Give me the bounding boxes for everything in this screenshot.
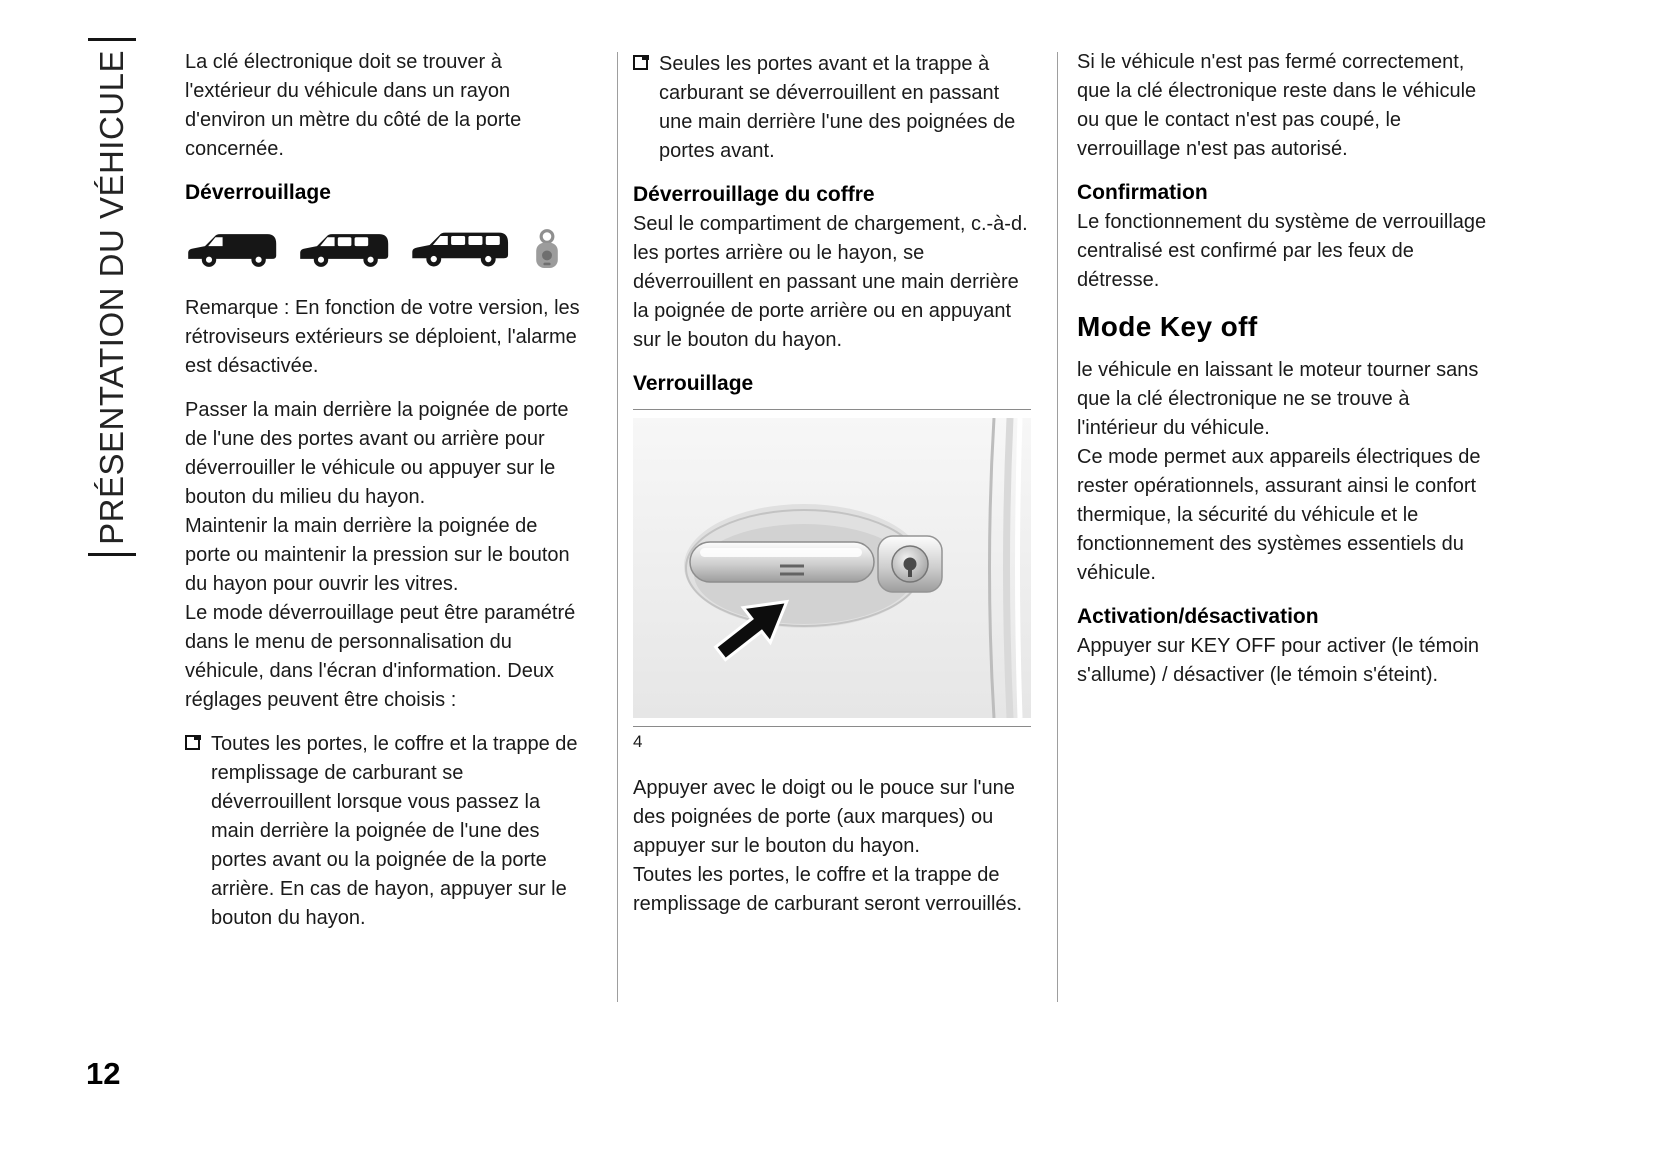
paragraph-confirmation: Le fonctionnement du système de verrouillage centralisé est confirmé par les feux de détresse. xyxy=(1077,211,1487,291)
bullet-item-unlock-front xyxy=(633,50,1031,166)
heading-deverrouillage: Déverrouillage xyxy=(185,181,331,204)
door-handle-lock-illustration xyxy=(633,418,1031,718)
square-bullet-icon xyxy=(633,55,648,70)
text-line: le véhicule en laissant le moteur tourner sans que la clé électronique ne se trouve à l'intérieur du véhicule. xyxy=(1077,359,1479,439)
text-line: Maintenir la main derrière la poignée de porte ou maintenir la pression sur le bouton du hayon pour ouvrir les vitres. xyxy=(185,515,570,595)
bullet-text: Toutes les portes, le coffre et la trappe de remplissage de carburant se déverrouillent lorsque vous passez la main derrière la poignée de l'une des portes avant ou la poignée de la porte arrière. En cas de hayon, appuyer sur le bouton du hayon. xyxy=(211,733,578,929)
column-2 xyxy=(633,50,1031,934)
vehicle-versions-figure xyxy=(185,216,587,272)
electronic-key-icon xyxy=(529,228,565,272)
paragraph-lock-not-allowed: Si le véhicule n'est pas fermé correctement, que la clé électronique reste dans le véhicule ou que le contact n'est pas coupé, le verrouillage n'est pas autorisé. xyxy=(1077,51,1477,160)
heading-activation: Activation/désactivation xyxy=(1077,605,1319,628)
heading-mode-key-off: Mode Key off xyxy=(1077,311,1258,342)
chapter-sidebar xyxy=(88,38,136,556)
chapter-title: PRÉSENTATION DU VÉHICULE xyxy=(93,49,130,545)
text-line: Ce mode permet aux appareils électriques de rester opérationnels, assurant ainsi le confort thermique, la sécurité du véhicule et le fonctionnement des systèmes essentiels du véhicule. xyxy=(1077,446,1481,584)
column-3 xyxy=(1077,48,1489,705)
square-bullet-icon xyxy=(185,735,200,750)
figure-number: 4 xyxy=(633,732,643,751)
column-1 xyxy=(185,48,587,948)
paragraph-key-off xyxy=(1077,356,1489,588)
text-line: Appuyer avec le doigt ou le pouce sur l'une des poignées de porte (aux marques) ou appuyer sur le bouton du hayon. xyxy=(633,777,1015,857)
column-divider xyxy=(617,52,618,1002)
figure-frame xyxy=(633,409,1031,727)
heading-verrouillage: Verrouillage xyxy=(633,372,754,395)
paragraph-unlock-details xyxy=(185,396,587,715)
page-number: 12 xyxy=(86,1056,121,1091)
heading-deverrouillage-coffre: Déverrouillage du coffre xyxy=(633,183,875,206)
text-line: Toutes les portes, le coffre et la trappe de remplissage de carburant seront verrouillés. xyxy=(633,864,1023,915)
text-line: Passer la main derrière la poignée de porte de l'une des portes avant ou arrière pour déverrouiller le véhicule ou appuyer sur le bouton du milieu du hayon. xyxy=(185,399,569,508)
paragraph-key-proximity: La clé électronique doit se trouver à l'extérieur du véhicule dans un rayon d'environ un mètre du côté de la porte concernée. xyxy=(185,51,522,160)
column-divider xyxy=(1057,52,1058,1002)
paragraph-lock-details xyxy=(633,774,1031,919)
bullet-text: Seules les portes avant et la trappe à carburant se déverrouillent en passant une main derrière l'une des poignées de portes avant. xyxy=(659,53,1016,162)
van-side-icon xyxy=(185,225,281,272)
van-side-icon xyxy=(297,225,393,272)
heading-confirmation: Confirmation xyxy=(1077,181,1208,204)
paragraph-coffre: Seul le compartiment de chargement, c.-à-d. les portes arrière ou le hayon, se déverrouillent en passant une main derrière la poignée de porte arrière ou en appuyant sur le bouton du hayon. xyxy=(633,213,1028,351)
van-side-icon xyxy=(409,223,513,272)
text-line: Le mode déverrouillage peut être paramétré dans le menu de personnalisation du véhicule, dans l'écran d'information. Deux réglages peuvent être choisis : xyxy=(185,602,576,711)
bullet-item-unlock-all xyxy=(185,730,587,933)
paragraph-activation: Appuyer sur KEY OFF pour activer (le témoin s'allume) / désactiver (le témoin s'éteint). xyxy=(1077,635,1480,686)
door-handle-figure xyxy=(633,409,1031,752)
paragraph-remarque: Remarque : En fonction de votre version, les rétroviseurs extérieurs se déploient, l'alarme est désactivée. xyxy=(185,297,580,377)
